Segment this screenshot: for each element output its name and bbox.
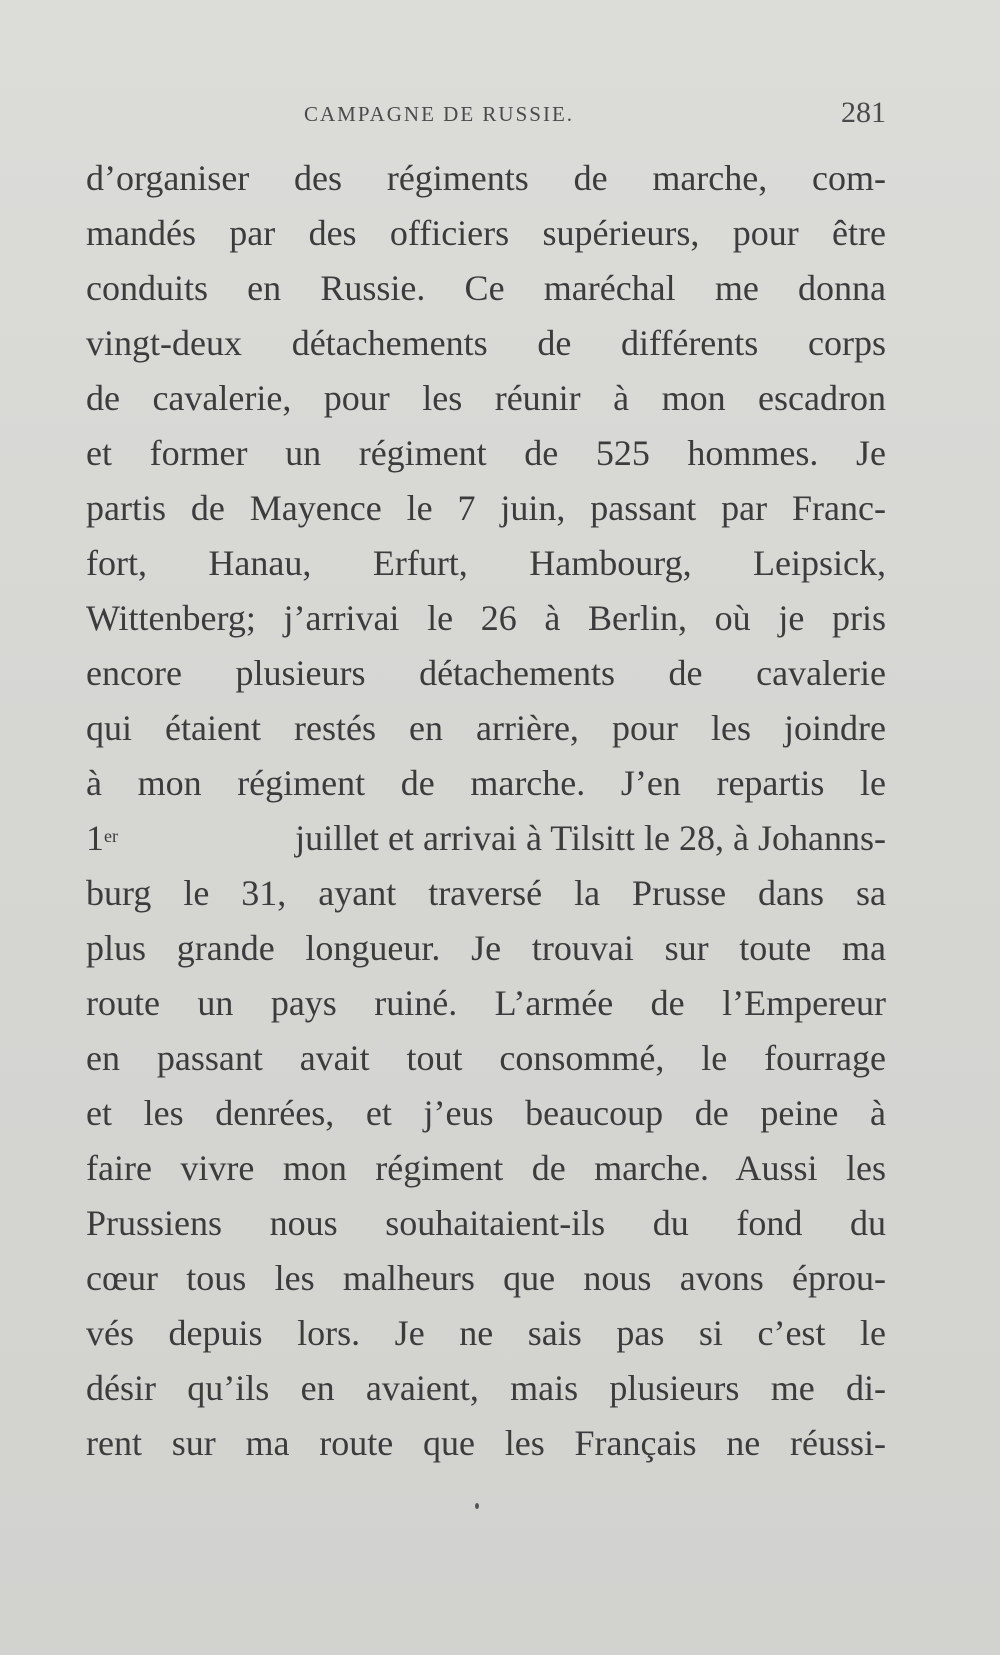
page-number: 281 [841, 96, 886, 129]
running-title: CAMPAGNE DE RUSSIE. [304, 102, 575, 126]
text-line-16: route un pays ruiné. L’armée de l’Empereur [86, 983, 886, 1023]
text-line-19: faire vivre mon régiment de marche. Aussi les [86, 1148, 886, 1188]
text-line-23: désir qu’ils en avaient, mais plusieurs me di- [86, 1368, 886, 1408]
text-line-14: burg le 31, ayant traversé la Prusse dans sa [86, 873, 886, 913]
text-line-4: vingt-deux détachements de différents corps [86, 323, 886, 363]
text-line-6: et former un régiment de 525 hommes. Je [86, 433, 886, 473]
text-line-5: de cavalerie, pour les réunir à mon escadron [86, 378, 886, 418]
body-text [86, 151, 886, 1471]
text-line-1: d’organiser des régiments de marche, com- [86, 158, 886, 198]
page-speck [475, 1503, 479, 1509]
text-line-21: cœur tous les malheurs que nous avons éprou- [86, 1258, 886, 1298]
text-line-13 [86, 811, 886, 866]
text-line-2: mandés par des officiers supérieurs, pour être [86, 213, 886, 253]
text-line-9: Wittenberg; j’arrivai le 26 à Berlin, où je pris [86, 598, 886, 638]
running-head [86, 96, 886, 140]
text-line-11: qui étaient restés en arrière, pour les joindre [86, 708, 886, 748]
text-line-7: partis de Mayence le 7 juin, passant par Franc- [86, 488, 886, 528]
text-line-17: en passant avait tout consommé, le fourrage [86, 1038, 886, 1078]
text-line-15: plus grande longueur. Je trouvai sur toute ma [86, 928, 886, 968]
text-line-12: à mon régiment de marche. J’en repartis le [86, 763, 886, 803]
text-line-22: vés depuis lors. Je ne sais pas si c’est le [86, 1313, 886, 1353]
ordinal-superscript: er [104, 826, 118, 846]
text-line-24: rent sur ma route que les Français ne réussi- [86, 1423, 886, 1463]
text-line-8: fort, Hanau, Erfurt, Hambourg, Leipsick, [86, 543, 886, 583]
text-line-13-lead [86, 811, 118, 866]
text-line-20: Prussiens nous souhaitaient-ils du fond du [86, 1203, 886, 1243]
text-line-18: et les denrées, et j’eus beaucoup de peine à [86, 1093, 886, 1133]
text-line-13-rest: juillet et arrivai à Tilsitt le 28, à Johanns- [295, 818, 886, 858]
ordinal-number: 1 [86, 818, 104, 858]
text-line-3: conduits en Russie. Ce maréchal me donna [86, 268, 886, 308]
text-line-10: encore plusieurs détachements de cavalerie [86, 653, 886, 693]
